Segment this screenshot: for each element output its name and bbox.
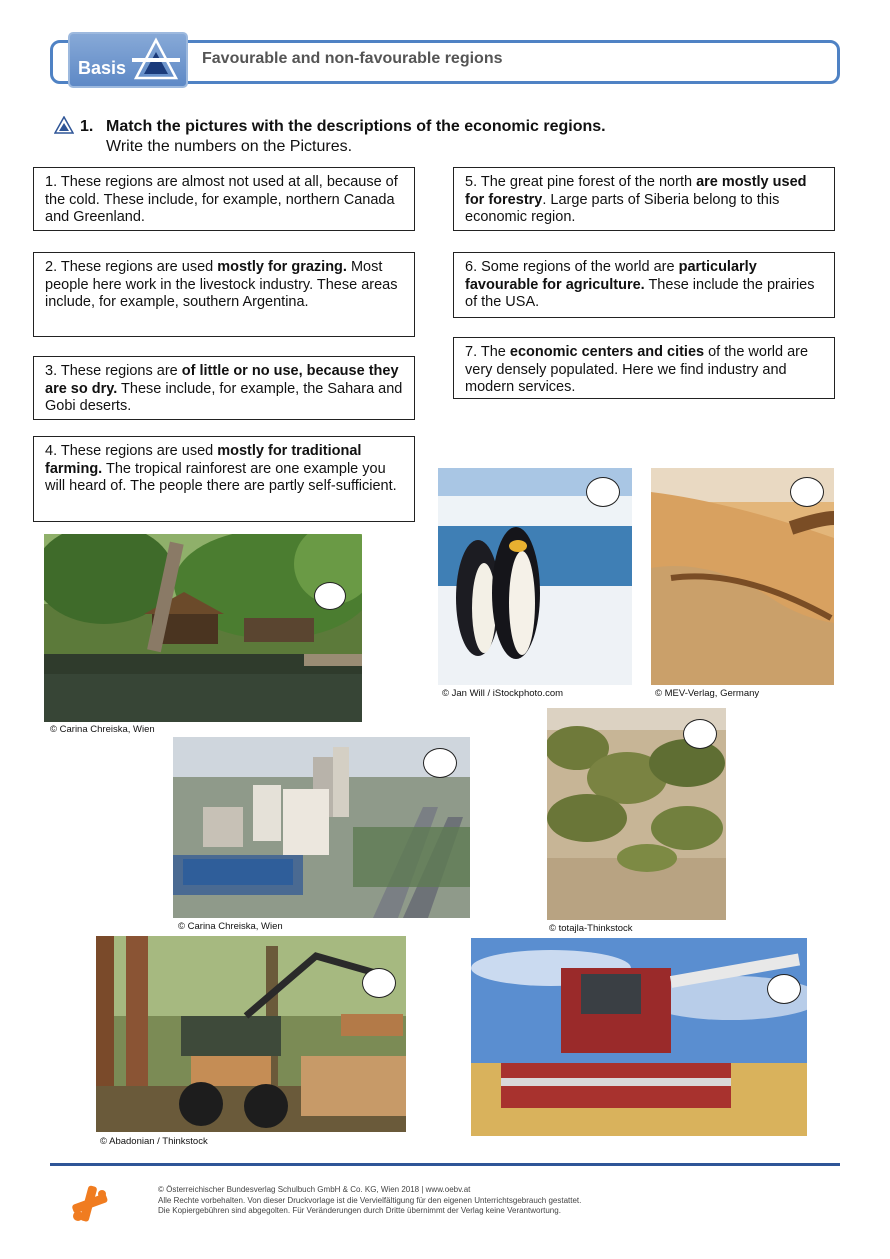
description-2-text-3: Most people here work in the livestock industry. These areas include, for example, southern Argentina. — [45, 259, 398, 310]
rainforest-photo — [44, 534, 362, 722]
description-box-7 — [453, 337, 835, 399]
photo-credit-rainforest: © Carina Chreiska, Wien — [50, 724, 155, 735]
description-3-text-2: of little or no use, because they are so dry. — [45, 363, 399, 397]
photo-credit-desert: © MEV-Verlag, Germany — [655, 688, 760, 699]
description-box-4 — [33, 436, 415, 522]
answer-circle-penguins[interactable] — [586, 477, 620, 507]
description-5-text-1: 5. The great pine forest of the north — [465, 174, 697, 190]
answer-circle-savanna[interactable] — [683, 719, 717, 749]
task-title: Match the pictures with the descriptions of the economic regions. — [106, 118, 606, 135]
description-4-text-2: mostly for traditional farming. — [45, 443, 362, 477]
photo-credit-forestry: © Abadonian / Thinkstock — [100, 1136, 208, 1147]
answer-circle-harvester[interactable] — [767, 974, 801, 1004]
description-5-text-2: are mostly used for forestry — [465, 174, 807, 208]
answer-circle-city[interactable] — [423, 748, 457, 778]
description-4-text-1: 4. These regions are used — [45, 443, 218, 459]
footer-rule — [50, 1163, 840, 1166]
description-7-text-3: of the world are very densely populated. Here we find industry and modern services. — [465, 344, 809, 395]
description-3-text-1: 3. These regions are — [45, 363, 182, 379]
description-2-text-2: mostly for grazing. — [217, 259, 347, 275]
footer-copyright — [158, 1185, 581, 1217]
description-7-text-2: economic centers and cities — [509, 344, 705, 360]
description-1-text-1: 1. These regions are almost not used at all, because of the cold. These include, for example, northern Canada and Greenland. — [45, 174, 398, 225]
harvester-photo — [471, 938, 807, 1136]
description-7-text-1: 7. The — [465, 344, 510, 360]
description-6-text-3: These include the prairies of the USA. — [465, 276, 815, 310]
footer-line-1: © Österreichischer Bundesverlag Schulbuch GmbH & Co. KG, Wien 2018 | www.oebv.at — [158, 1185, 471, 1194]
task-subtitle: Write the numbers on the Pictures. — [106, 138, 353, 155]
description-box-3 — [33, 356, 415, 420]
page-title: Favourable and non-favourable regions — [202, 50, 503, 67]
description-6-text-2: particularly favourable for agriculture. — [465, 259, 757, 293]
description-box-2 — [33, 252, 415, 337]
description-box-6 — [453, 252, 835, 318]
photo-credit-city: © Carina Chreiska, Wien — [178, 921, 283, 932]
description-5-text-3: . Large parts of Siberia belong to this economic region. — [465, 191, 780, 225]
answer-circle-desert[interactable] — [790, 477, 824, 507]
publisher-logo-icon — [70, 1184, 110, 1224]
photo-credit-savanna: © totajla-Thinkstock — [549, 923, 633, 934]
description-box-5 — [453, 167, 835, 231]
answer-circle-rainforest[interactable] — [314, 582, 346, 610]
footer-line-2: Alle Rechte vorbehalten. Von dieser Druckvorlage ist die Vervielfältigung für den eigenen Unterrichtsgebrauch gestattet. — [158, 1195, 582, 1205]
photo-credit-penguins: © Jan Will / iStockphoto.com — [442, 688, 564, 699]
description-box-1 — [33, 167, 415, 231]
description-2-text-1: 2. These regions are used — [45, 259, 218, 275]
basis-label: Basis — [78, 58, 127, 78]
task-level-icon — [54, 116, 74, 134]
forestry-photo — [96, 936, 406, 1132]
answer-circle-forestry[interactable] — [362, 968, 396, 998]
description-6-text-1: 6. Some regions of the world are — [465, 259, 679, 275]
task-number: 1. — [80, 118, 94, 135]
description-4-text-3: The tropical rainforest are one example you will heard of. The people there are partly self-sufficient. — [45, 460, 397, 494]
footer-line-3: Die Kopiergebühren sind abgegolten. Für Veränderungen durch Dritte übernimmt der Verlag keine Verantwortung. — [158, 1206, 561, 1215]
description-3-text-3: These include, for example, the Sahara and Gobi deserts. — [45, 380, 403, 414]
